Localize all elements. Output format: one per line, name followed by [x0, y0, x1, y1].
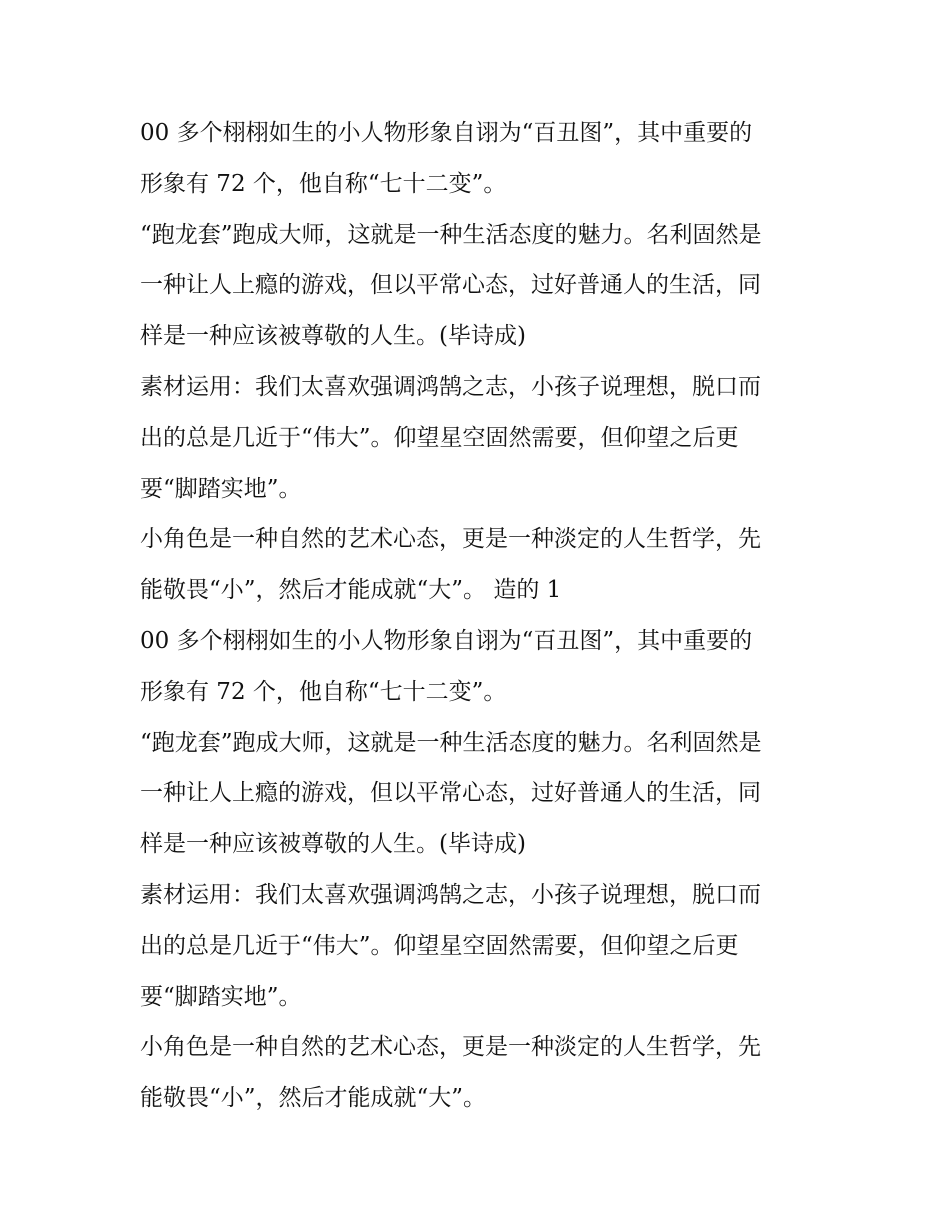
text-line: 小角色是一种自然的艺术心态，更是一种淡定的人生哲学，先: [140, 526, 761, 553]
text-line: 要“脚踏实地”。: [140, 475, 302, 502]
text-line: “跑龙套”跑成大师，这就是一种生活态度的魅力。名利固然是: [140, 729, 762, 756]
text-line: 样是一种应该被尊敬的人生。(毕诗成): [140, 323, 526, 350]
text-line: 能敬畏“小”，然后才能成就“大”。: [140, 1085, 487, 1112]
text-line: 素材运用：我们太喜欢强调鸿鹄之志，小孩子说理想，脱口而: [140, 881, 761, 908]
document-body: [140, 108, 820, 1124]
text-line: 要“脚踏实地”。: [140, 983, 302, 1010]
text-line: 能敬畏“小”，然后才能成就“大”。 造的 1: [140, 577, 562, 604]
text-line: 一种让人上瘾的游戏，但以平常心态，过好普通人的生活，同: [140, 780, 761, 807]
text-line: 出的总是几近于“伟大”。仰望星空固然需要，但仰望之后更: [140, 424, 739, 451]
text-line: 00 多个栩栩如生的小人物形象自诩为“百丑图”，其中重要的: [140, 120, 753, 146]
text-line: 出的总是几近于“伟大”。仰望星空固然需要，但仰望之后更: [140, 932, 739, 959]
text-line: 00 多个栩栩如生的小人物形象自诩为“百丑图”，其中重要的: [140, 627, 753, 654]
text-line: 形象有 72 个，他自称“七十二变”。: [140, 678, 507, 705]
text-line: 一种让人上瘾的游戏，但以平常心态，过好普通人的生活，同: [140, 272, 761, 299]
text-line: “跑龙套”跑成大师，这就是一种生活态度的魅力。名利固然是: [140, 221, 762, 248]
text-line: 样是一种应该被尊敬的人生。(毕诗成): [140, 831, 526, 858]
text-line: 小角色是一种自然的艺术心态，更是一种淡定的人生哲学，先: [140, 1034, 761, 1061]
text-line: 形象有 72 个，他自称“七十二变”。: [140, 170, 507, 197]
text-line: 素材运用：我们太喜欢强调鸿鹄之志，小孩子说理想，脱口而: [140, 373, 761, 400]
